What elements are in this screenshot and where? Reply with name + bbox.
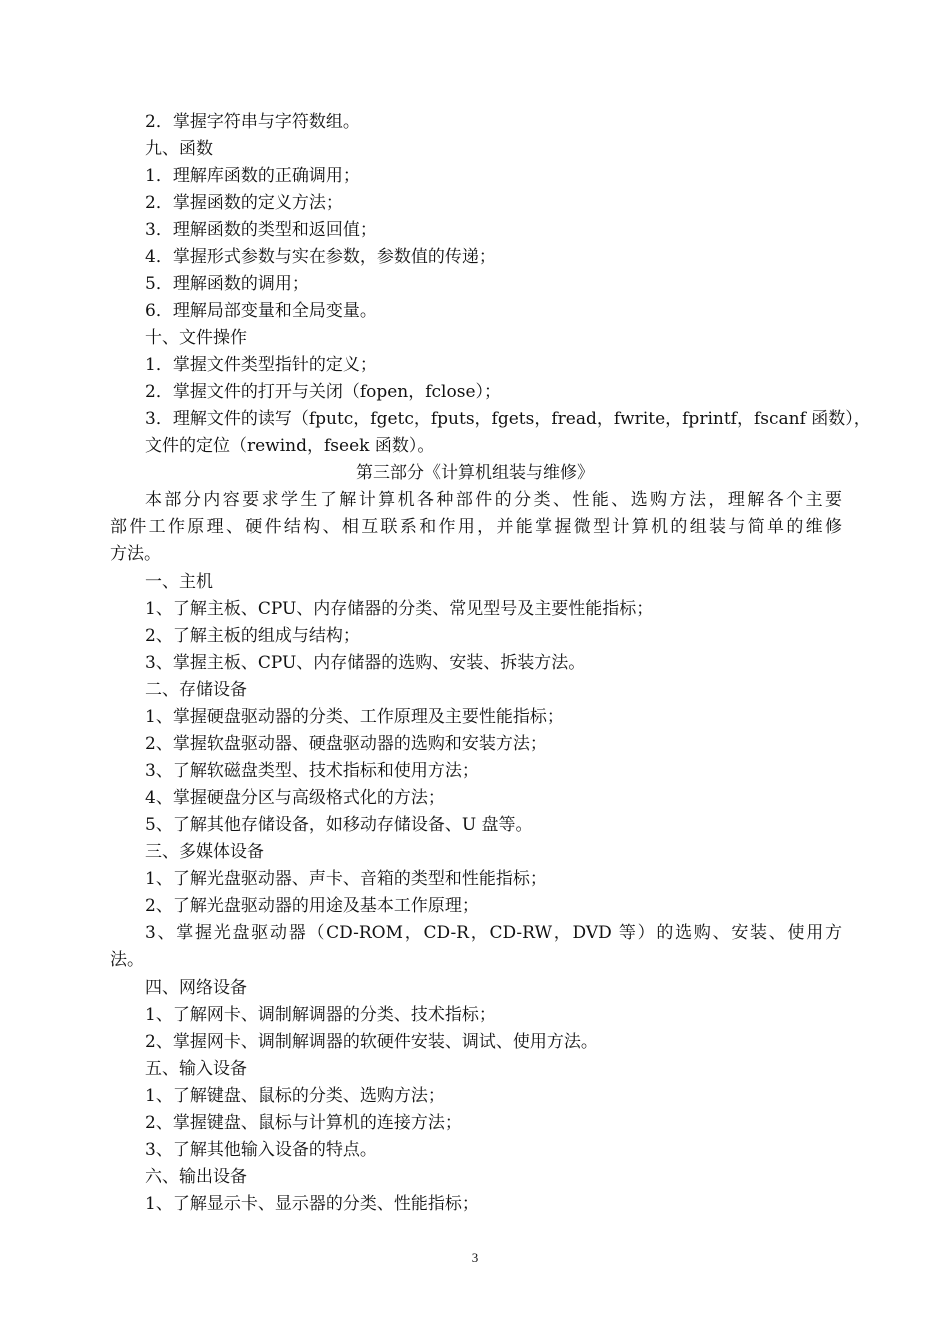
text-line: 3、了解其他输入设备的特点。 xyxy=(145,1140,377,1160)
text-line: 5、了解其他存储设备，如移动存储设备、U 盘等。 xyxy=(145,815,533,835)
text-line: 2．掌握函数的定义方法； xyxy=(145,193,343,213)
section-heading: 九、函数 xyxy=(145,139,213,159)
text-line: 3．理解文件的读写（fputc，fgetc，fputs，fgets，fread，fwrite，fprintf，fscanf 函数）， xyxy=(145,409,871,429)
text-line: 1．掌握文件类型指针的定义； xyxy=(145,355,377,375)
text-line: 5．理解函数的调用； xyxy=(145,274,309,294)
text-line: 法。 xyxy=(110,950,144,970)
text-line: 2、了解光盘驱动器的用途及基本工作原理； xyxy=(145,896,479,916)
text-line: 2、掌握键盘、鼠标与计算机的连接方法； xyxy=(145,1113,462,1133)
text-line: 3．理解函数的类型和返回值； xyxy=(145,220,377,240)
text-line: 2．掌握文件的打开与关闭（fopen，fclose）； xyxy=(145,382,502,402)
section-heading: 六、输出设备 xyxy=(145,1167,247,1187)
text-line: 2．掌握字符串与字符数组。 xyxy=(145,112,360,132)
text-line: 1、了解显示卡、显示器的分类、性能指标； xyxy=(145,1194,479,1214)
text-line: 6．理解局部变量和全局变量。 xyxy=(145,301,377,321)
section-heading: 一、主机 xyxy=(145,572,213,592)
section-heading: 十、文件操作 xyxy=(145,328,247,348)
paragraph-line: 方法。 xyxy=(110,544,161,564)
text-line: 文件的定位（rewind，fseek 函数）。 xyxy=(145,436,435,456)
text-line: 2、掌握网卡、调制解调器的软硬件安装、调试、使用方法。 xyxy=(145,1032,598,1052)
page-number: 3 xyxy=(471,1250,479,1265)
text-line: 4．掌握形式参数与实在参数，参数值的传递； xyxy=(145,247,496,267)
text-line: 3、了解软磁盘类型、技术指标和使用方法； xyxy=(145,761,479,781)
text-line: 1、了解键盘、鼠标的分类、选购方法； xyxy=(145,1086,445,1106)
text-line: 2、了解主板的组成与结构； xyxy=(145,626,360,646)
text-line: 1、了解主板、CPU、内存储器的分类、常见型号及主要性能指标； xyxy=(145,599,654,619)
text-line: 1、掌握硬盘驱动器的分类、工作原理及主要性能指标； xyxy=(145,707,564,727)
section-heading: 五、输入设备 xyxy=(145,1059,247,1079)
text-line: 1、了解光盘驱动器、声卡、音箱的类型和性能指标； xyxy=(145,869,547,889)
text-line: 1．理解库函数的正确调用； xyxy=(145,166,360,186)
text-line: 4、掌握硬盘分区与高级格式化的方法； xyxy=(145,788,445,808)
part-title: 第三部分《计算机组装与维修》 xyxy=(356,463,594,483)
section-heading: 三、多媒体设备 xyxy=(145,842,264,862)
section-heading: 四、网络设备 xyxy=(145,978,247,998)
text-line: 3、掌握主板、CPU、内存储器的选购、安装、拆装方法。 xyxy=(145,653,586,673)
paragraph-line: 本部分内容要求学生了解计算机各种部件的分类、性能、选购方法，理解各个主要 xyxy=(145,490,842,510)
paragraph-line: 部件工作原理、硬件结构、相互联系和作用，并能掌握微型计算机的组装与简单的维修 xyxy=(110,517,842,537)
section-heading: 二、存储设备 xyxy=(145,680,247,700)
text-line: 1、了解网卡、调制解调器的分类、技术指标； xyxy=(145,1005,496,1025)
text-line: 3、掌握光盘驱动器（CD-ROM，CD-R，CD-RW，DVD 等）的选购、安装、使用方 xyxy=(145,923,842,943)
text-line: 2、掌握软盘驱动器、硬盘驱动器的选购和安装方法； xyxy=(145,734,547,754)
